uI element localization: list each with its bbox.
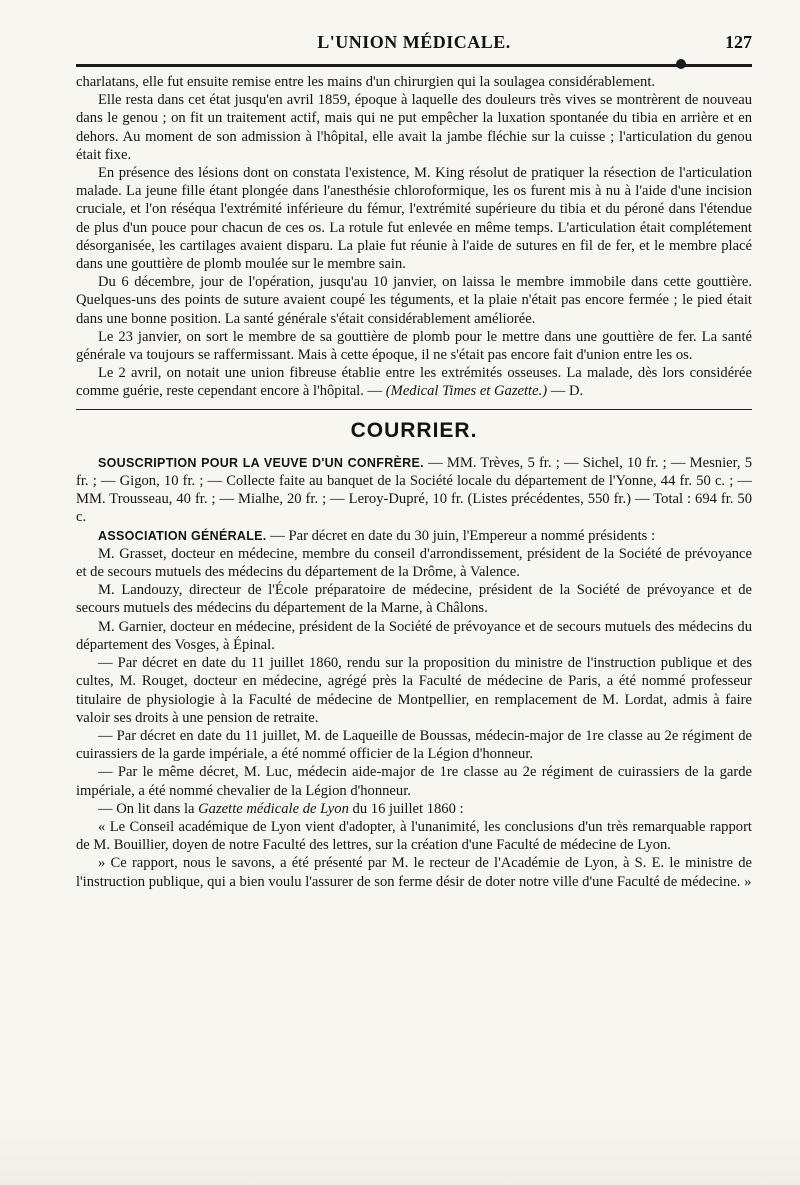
article-paragraph: Le 23 janvier, on sort le membre de sa gouttière de plomb pour le mettre dans une gouttière de fer. La santé générale va toujours se raffermissant. Mais à cette époque, il ne s'était pas encore fait d'union entre les os. [76,328,752,364]
article-text: Le 2 avril, on notait une union fibreuse établie entre les extrémités osseuses. La malade, dès lors considérée comme guérie, reste cependant encore à l'hôpital. — [76,365,752,400]
page-header [76,30,752,58]
header-rule-ornament [676,59,686,69]
article-paragraph: Elle resta dans cet état jusqu'en avril 1859, époque à laquelle des douleurs très vives se montrèrent de nouveau dans le genou ; on fit un traitement actif, mais qui ne put empêcher la luxation spontanée du tibia en arrière et en dehors. Au moment de son admission à l'hôpital, elle avait la jambe fléchie sur la cuisse ; l'articulation du genou était fixe. [76,92,752,163]
association-paragraph [76,527,752,545]
gazette-intro-end: du 16 juillet 1860 : [352,800,464,817]
article-paragraph: En présence des lésions dont on constata l'existence, M. King résolut de pratiquer la résection de l'articulation malade. La jeune fille étant plongée dans l'anesthésie chloroformique, les os furent mis à nu à l'aide d'une incision cruciale, et l'on réséqua l'extrémité inférieure du fémur, l'extrémité supérieure du tibia et du péroné dans l'étendue de plus d'un pouce pour chacun de ces os. La rotule fut enlevée en même temps. L'articulation était complétement désorganisée, les cartilages avaient disparu. La plaie fut réunie à l'aide de sutures en fil de fer, et le membre placé dans une gouttière de plomb moulée sur le membre sain. [76,165,752,273]
article-paragraph: charlatans, elle fut ensuite remise entre les mains d'un chirurgien qui la soulagea considérablement. [76,74,656,90]
association-text: — Par décret en date du 30 juin, l'Empereur a nommé présidents : [270,527,656,544]
gazette-intro [76,800,752,818]
page-number: 127 [725,32,752,52]
article-signature: — D. [550,383,584,400]
page-bottom-margin [0,1118,800,1185]
souscription-text: — MM. Trèves, 5 fr. ; — Sichel, 10 fr. ; — Mesnier, 5 fr. ; — Gigon, 10 fr. ; — Collecte faite au banquet de la Société locale du département de l'Yonne, 44 fr. 50 c. ; — MM. Trousseau, 40 fr. ; — Mialhe, 20 fr. ; — Leroy-Dupré, 10 fr. (Listes précédentes, 550 fr.) — Total : 694 fr. 50 c. [76,454,753,526]
nomination-landouzy: M. Landouzy, directeur de l'École préparatoire de médecine, président de la Société de prévoyance et de secours mutuels des médecins du département de la Marne, à Châlons. [76,582,752,617]
nomination-garnier: M. Garnier, docteur en médecine, président de la Société de prévoyance et de secours mutuels des médecins du département des Vosges, à Épinal. [76,618,752,653]
running-title: L'UNION MÉDICALE. [317,32,511,52]
association-rubric: ASSOCIATION GÉNÉRALE. [98,528,267,543]
souscription-paragraph [76,454,752,527]
nomination-grasset: M. Grasset, docteur en médecine, membre du conseil d'arrondissement, président de la Société de prévoyance et de secours mutuels des médecins du département de la Drôme, à Valence. [76,545,752,581]
gazette-intro-start: — On lit dans la [98,800,195,817]
page-body [76,73,752,891]
section-rule [76,409,752,410]
gazette-name: Gazette médicale de Lyon [198,800,349,817]
article-source: (Medical Times et Gazette.) [385,383,548,400]
section-heading: COURRIER. [350,418,478,442]
header-rule [76,64,752,67]
nomination-laqueille: — Par décret en date du 11 juillet, M. de Laqueille de Boussas, médecin-major de 1re classe au 2e régiment de cuirassiers de la garde impériale, a été nommé officier de la Légion d'honneur. [76,727,752,763]
article-paragraph-final [76,364,752,400]
souscription-rubric: SOUSCRIPTION POUR LA VEUVE D'UN CONFRÈRE. [98,455,424,470]
nomination-luc: — Par le même décret, M. Luc, médecin aide-major de 1re classe au 2e régiment de cuirassiers de la garde impériale, a été nommé chevalier de la Légion d'honneur. [76,764,752,799]
quote-paragraph: » Ce rapport, nous le savons, a été présenté par M. le recteur de l'Académie de Lyon, à S. E. le ministre de l'instruction publique, qui a bien voulu l'assurer de son ferme désir de doter notre ville d'une Faculté de médecine. » [76,855,752,890]
article-paragraph: Du 6 décembre, jour de l'opération, jusqu'au 10 janvier, on laissa le membre immobile dans cette gouttière. Quelques-uns des points de suture avaient coupé les téguments, et la plaie n'était pas encore fermée ; le pied était dans une bonne position. La santé générale s'était considérablement améliorée. [76,274,752,327]
quote-paragraph: « Le Conseil académique de Lyon vient d'adopter, à l'unanimité, les conclusions d'un très remarquable rapport de M. Bouillier, doyen de notre Faculté des lettres, sur la création d'une Faculté de médecine de Lyon. [76,818,752,854]
nomination-rouget: — Par décret en date du 11 juillet 1860, rendu sur la proposition du ministre de l'instruction publique et des cultes, M. Rouget, docteur en médecine, agrégé près la Faculté de médecine de Paris, a été nommé professeur titulaire de physiologie à la Faculté de médecine de Montpellier, en remplacement de M. Lordat, admis à faire valoir ses droits à une pension de retraite. [76,655,752,726]
